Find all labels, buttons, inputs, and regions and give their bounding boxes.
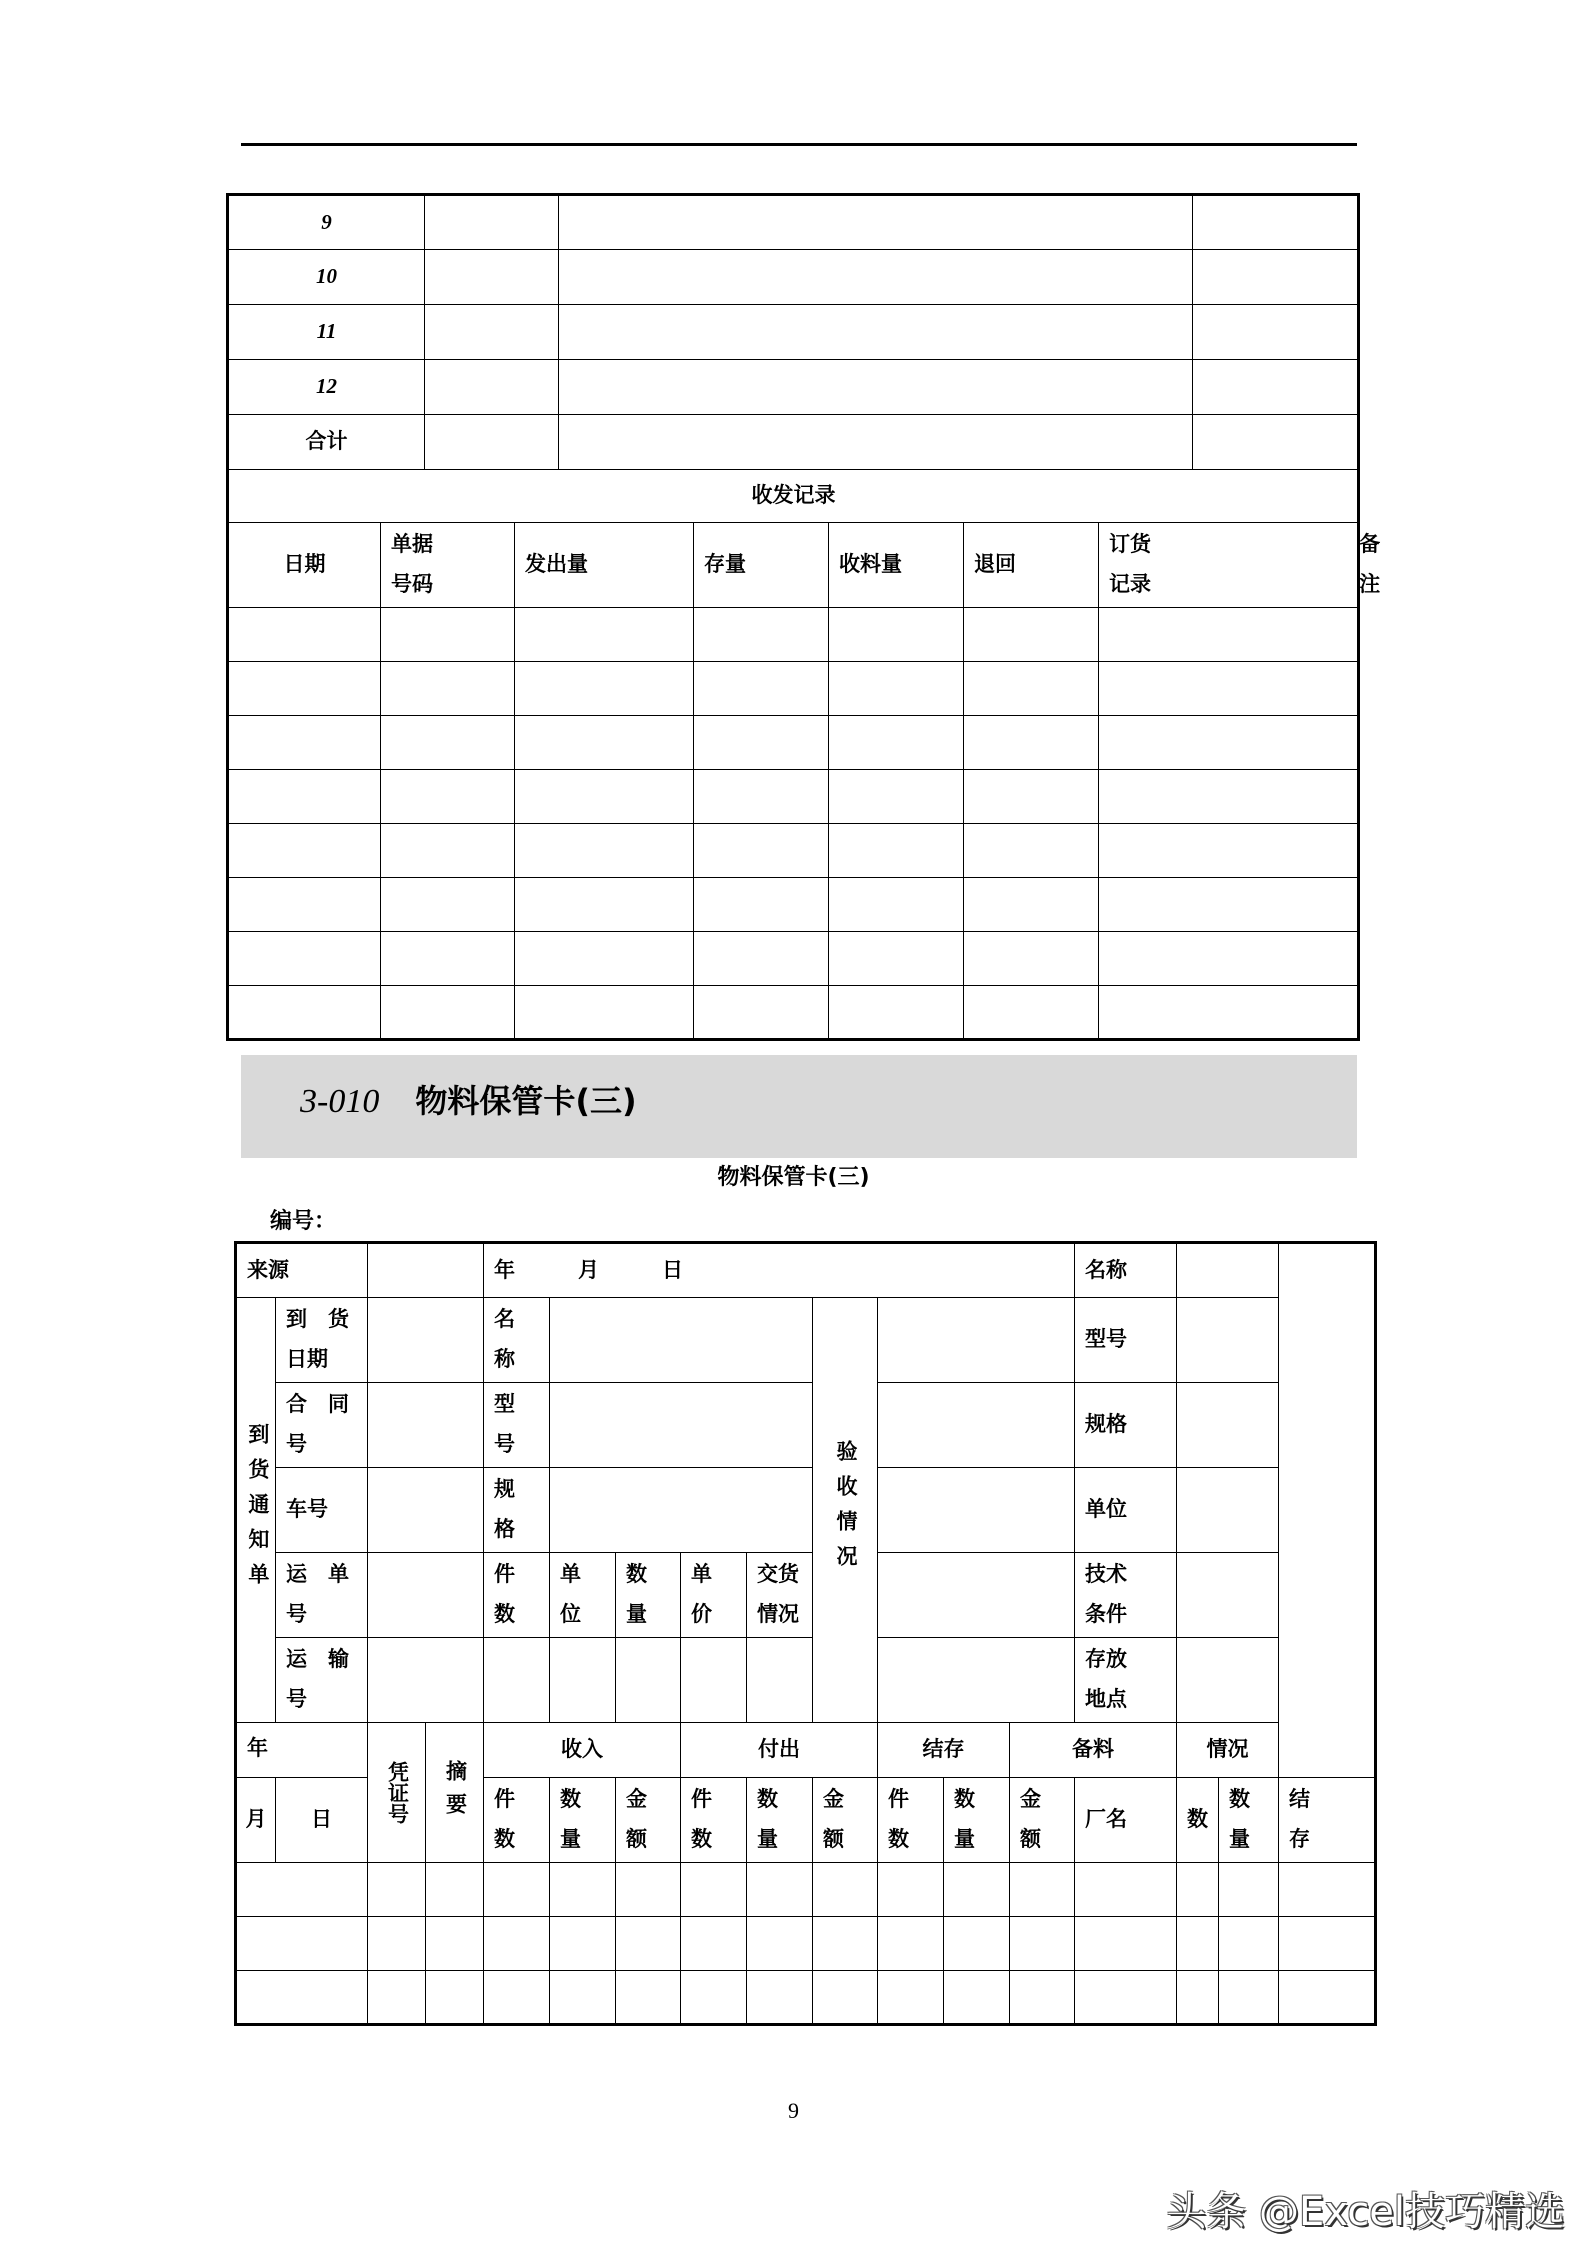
sub-col-delivery: 交货 情况 [747, 1553, 813, 1638]
record-cell[interactable] [515, 716, 694, 770]
group-prep: 备料 [1010, 1723, 1177, 1778]
group-balance: 结存 [878, 1723, 1010, 1778]
record-cell[interactable] [1099, 878, 1359, 932]
section-title-row [228, 470, 1359, 523]
balance-pieces: 件 数 [878, 1778, 944, 1863]
ledger-cell[interactable] [813, 1971, 878, 2025]
record-cell[interactable] [1099, 824, 1359, 878]
ledger-cell[interactable] [1279, 1917, 1376, 1971]
record-cell[interactable] [381, 932, 515, 986]
summary-cell[interactable] [1193, 250, 1359, 305]
total-cell[interactable] [1193, 415, 1359, 470]
record-cell[interactable] [1099, 986, 1359, 1040]
transport-no-input[interactable] [368, 1638, 484, 1723]
record-cell[interactable] [964, 716, 1099, 770]
pieces-input[interactable] [484, 1638, 550, 1723]
record-cell[interactable] [829, 608, 964, 662]
ledger-row [236, 1863, 1376, 1917]
ledger-cell[interactable] [1279, 1971, 1376, 2025]
sub-col-quantity: 数 量 [616, 1553, 681, 1638]
record-row [228, 986, 1359, 1040]
record-cell[interactable] [515, 608, 694, 662]
record-row [228, 662, 1359, 716]
ledger-cell[interactable] [813, 1917, 878, 1971]
ledger-cell[interactable] [944, 1971, 1010, 2025]
right-tech-label: 技术 条件 [1075, 1553, 1177, 1638]
ledger-cell[interactable] [426, 1863, 484, 1917]
month-cell: 12 [228, 360, 425, 415]
waybill-no-label: 运 单 号 [276, 1553, 368, 1638]
ledger-cell[interactable] [1219, 1971, 1279, 2025]
summary-cell[interactable] [559, 195, 1193, 250]
col-date: 日期 [228, 523, 381, 608]
record-cell[interactable] [829, 770, 964, 824]
col-order-record: 订货 记录 [1099, 523, 1359, 608]
record-cell[interactable] [694, 986, 829, 1040]
col-issued: 发出量 [515, 523, 694, 608]
ledger-cell[interactable] [813, 1863, 878, 1917]
item-model-input[interactable] [550, 1383, 813, 1468]
ledger-cell[interactable] [1177, 1971, 1219, 2025]
record-cell[interactable] [829, 662, 964, 716]
top-table [226, 193, 1381, 1041]
record-cell[interactable] [515, 770, 694, 824]
record-cell[interactable] [964, 608, 1099, 662]
sub-col-pieces: 件 数 [484, 1553, 550, 1638]
ledger-cell[interactable] [1219, 1863, 1279, 1917]
record-cell[interactable] [694, 770, 829, 824]
ledger-rows [236, 1863, 1376, 2025]
inspection-label: 验收情况 [813, 1298, 878, 1723]
vehicle-no-label: 车号 [276, 1468, 368, 1553]
unit-price-input[interactable] [681, 1638, 747, 1723]
item-spec-label: 规 格 [484, 1468, 550, 1553]
transport-no-label: 运 输 号 [276, 1638, 368, 1723]
record-cell[interactable] [694, 878, 829, 932]
contract-no-input[interactable] [368, 1383, 484, 1468]
income-amount: 金 额 [616, 1778, 681, 1863]
right-tech-input[interactable] [1177, 1553, 1279, 1638]
ledger-day: 日 [276, 1778, 368, 1863]
summary-cell[interactable] [1193, 195, 1359, 250]
right-unit-label: 单位 [1075, 1468, 1177, 1553]
item-name-input[interactable] [550, 1298, 813, 1383]
outgo-pieces: 件 数 [681, 1778, 747, 1863]
ledger-cell[interactable] [550, 1863, 616, 1917]
summary-cell[interactable] [425, 305, 559, 360]
record-cell[interactable] [964, 824, 1099, 878]
delivery-input[interactable] [747, 1638, 813, 1723]
ledger-cell[interactable] [1279, 1863, 1376, 1917]
month-cell: 9 [228, 195, 425, 250]
page-number: 9 [788, 2098, 799, 2123]
section-title-text: 物料保管卡(三) [415, 1082, 637, 1120]
record-cell[interactable] [381, 662, 515, 716]
col-doc-no: 单据 号码 [381, 523, 515, 608]
section-code: 3-010 [300, 1083, 380, 1120]
arrival-notice-label: 到货通知单 [236, 1298, 276, 1723]
waybill-no-input[interactable] [368, 1553, 484, 1638]
column-header-row: 日期 单据 号码 发出量 存量 收料量 退回 订货 记录 备注 [228, 523, 1359, 608]
inspection-input[interactable] [878, 1638, 1075, 1723]
ledger-cell[interactable] [484, 1863, 550, 1917]
item-spec-input[interactable] [550, 1468, 813, 1553]
col-stock: 存量 [694, 523, 829, 608]
ledger-cell[interactable] [878, 1863, 944, 1917]
inspection-input[interactable] [878, 1468, 1075, 1553]
summary-cell[interactable] [1193, 360, 1359, 415]
ledger-cell[interactable] [426, 1917, 484, 1971]
col-returned: 退回 [964, 523, 1099, 608]
prep-factory: 厂名 [1075, 1778, 1177, 1863]
right-location-input[interactable] [1177, 1638, 1279, 1723]
record-cell[interactable] [1099, 770, 1359, 824]
ledger-cell[interactable] [368, 1863, 426, 1917]
balance-qty: 数 量 [944, 1778, 1010, 1863]
arrival-date-input[interactable] [368, 1298, 484, 1383]
record-row [228, 878, 1359, 932]
ledger-cell[interactable] [944, 1917, 1010, 1971]
arrival-date-label: 到 货 日期 [276, 1298, 368, 1383]
sub-col-unit: 单 位 [550, 1553, 616, 1638]
right-location-label: 存放 地点 [1075, 1638, 1177, 1723]
ledger-month: 月 [236, 1778, 276, 1863]
record-cell[interactable] [381, 770, 515, 824]
inspection-input[interactable] [878, 1383, 1075, 1468]
ledger-cell[interactable] [1010, 1971, 1075, 2025]
record-cell[interactable] [1099, 932, 1359, 986]
record-cell[interactable] [515, 932, 694, 986]
record-cell[interactable] [829, 986, 964, 1040]
vehicle-no-input[interactable] [368, 1468, 484, 1553]
inspection-input[interactable] [878, 1298, 1075, 1383]
record-cell[interactable] [964, 932, 1099, 986]
outgo-qty: 数 量 [747, 1778, 813, 1863]
inspection-input[interactable] [878, 1553, 1075, 1638]
summary-cell[interactable] [425, 195, 559, 250]
outgo-amount: 金 额 [813, 1778, 878, 1863]
unit-input[interactable] [550, 1638, 616, 1723]
summary-row [228, 195, 1359, 250]
month-cell: 10 [228, 250, 425, 305]
quantity-input[interactable] [616, 1638, 681, 1723]
ledger-cell[interactable] [878, 1917, 944, 1971]
name-label: 名称 [1075, 1243, 1177, 1298]
income-pieces: 件 数 [484, 1778, 550, 1863]
ledger-cell[interactable] [1177, 1863, 1219, 1917]
watermark: 头条 @Excel技巧精选 [1166, 2189, 1565, 2235]
total-cell[interactable] [559, 415, 1193, 470]
ledger-year: 年 [236, 1723, 368, 1778]
ledger-summary: 摘要 [426, 1723, 484, 1863]
record-rows [228, 608, 1359, 1040]
ledger-cell[interactable] [747, 1971, 813, 2025]
record-cell[interactable] [694, 608, 829, 662]
ledger-cell[interactable] [236, 1917, 368, 1971]
record-cell[interactable] [1099, 662, 1359, 716]
date-label: 年 月 日 [484, 1243, 1075, 1298]
record-cell[interactable] [1099, 716, 1359, 770]
record-cell[interactable] [964, 878, 1099, 932]
ledger-voucher: 凭证号 [368, 1723, 426, 1863]
ledger-cell[interactable] [1177, 1917, 1219, 1971]
summary-row [228, 360, 1359, 415]
record-cell[interactable] [829, 824, 964, 878]
col-received: 收料量 [829, 523, 964, 608]
total-cell[interactable] [425, 415, 559, 470]
right-model-label: 型号 [1075, 1298, 1177, 1383]
record-cell[interactable] [381, 878, 515, 932]
ledger-cell[interactable] [747, 1917, 813, 1971]
prep-count: 数 [1177, 1778, 1219, 1863]
record-cell[interactable] [228, 824, 381, 878]
ledger-cell[interactable] [550, 1971, 616, 2025]
sub-col-unit-price: 单 价 [681, 1553, 747, 1638]
record-row [228, 824, 1359, 878]
right-spec-input[interactable] [1177, 1383, 1279, 1468]
total-row [228, 415, 1359, 470]
section-heading [300, 1076, 637, 1122]
summary-cell[interactable] [425, 360, 559, 415]
material-card-form [234, 1241, 1377, 2026]
record-cell[interactable] [1099, 608, 1359, 662]
record-cell[interactable] [829, 932, 964, 986]
ledger-cell[interactable] [1219, 1917, 1279, 1971]
summary-cell[interactable] [559, 360, 1193, 415]
record-cell[interactable] [829, 878, 964, 932]
group-status: 情况 [1177, 1723, 1279, 1778]
total-label: 合计 [228, 415, 425, 470]
record-cell[interactable] [964, 986, 1099, 1040]
form-subtitle: 物料保管卡(三) [717, 1165, 870, 1190]
contract-no-label: 合 同 号 [276, 1383, 368, 1468]
ledger-cell[interactable] [616, 1971, 681, 2025]
name-input[interactable] [1177, 1243, 1279, 1298]
record-cell[interactable] [228, 878, 381, 932]
ledger-cell[interactable] [681, 1971, 747, 2025]
record-cell[interactable] [228, 716, 381, 770]
record-cell[interactable] [694, 824, 829, 878]
income-qty: 数 量 [550, 1778, 616, 1863]
right-model-input[interactable] [1177, 1298, 1279, 1383]
ledger-cell[interactable] [616, 1917, 681, 1971]
ledger-cell[interactable] [236, 1863, 368, 1917]
record-cell[interactable] [515, 824, 694, 878]
record-cell[interactable] [228, 770, 381, 824]
ledger-cell[interactable] [1075, 1863, 1177, 1917]
record-cell[interactable] [964, 662, 1099, 716]
ledger-cell[interactable] [681, 1863, 747, 1917]
summary-cell[interactable] [559, 305, 1193, 360]
record-cell[interactable] [694, 716, 829, 770]
ledger-cell[interactable] [484, 1971, 550, 2025]
ledger-cell[interactable] [1075, 1971, 1177, 2025]
record-row [228, 608, 1359, 662]
summary-cell[interactable] [425, 250, 559, 305]
record-row [228, 716, 1359, 770]
ledger-row [236, 1917, 1376, 1971]
record-cell[interactable] [515, 662, 694, 716]
item-model-label: 型 号 [484, 1383, 550, 1468]
right-unit-input[interactable] [1177, 1468, 1279, 1553]
summary-cell[interactable] [1193, 305, 1359, 360]
record-cell[interactable] [515, 878, 694, 932]
record-cell[interactable] [381, 716, 515, 770]
ledger-cell[interactable] [368, 1917, 426, 1971]
ledger-cell[interactable] [426, 1971, 484, 2025]
ledger-cell[interactable] [1075, 1917, 1177, 1971]
record-cell[interactable] [228, 608, 381, 662]
record-cell[interactable] [228, 932, 381, 986]
ledger-cell[interactable] [747, 1863, 813, 1917]
record-cell[interactable] [228, 986, 381, 1040]
status-qty: 数 量 [1219, 1778, 1279, 1863]
ledger-cell[interactable] [944, 1863, 1010, 1917]
group-income: 收入 [484, 1723, 681, 1778]
item-name-label: 名 称 [484, 1298, 550, 1383]
record-row [228, 932, 1359, 986]
serial-label: 编号： [270, 1209, 337, 1234]
record-cell[interactable] [228, 662, 381, 716]
summary-cell[interactable] [559, 250, 1193, 305]
ledger-cell[interactable] [236, 1971, 368, 2025]
ledger-cell[interactable] [1010, 1917, 1075, 1971]
ledger-cell[interactable] [1010, 1863, 1075, 1917]
summary-row [228, 250, 1359, 305]
balance-amount: 金 额 [1010, 1778, 1075, 1863]
summary-row [228, 305, 1359, 360]
ledger-cell[interactable] [878, 1971, 944, 2025]
ledger-cell[interactable] [368, 1971, 426, 2025]
record-cell[interactable] [381, 608, 515, 662]
ledger-row [236, 1971, 1376, 2025]
ledger-cell[interactable] [681, 1917, 747, 1971]
source-input[interactable] [368, 1243, 484, 1298]
right-spec-label: 规格 [1075, 1383, 1177, 1468]
group-outgo: 付出 [681, 1723, 878, 1778]
record-cell[interactable] [829, 716, 964, 770]
record-cell[interactable] [694, 932, 829, 986]
record-cell[interactable] [694, 662, 829, 716]
record-cell[interactable] [964, 770, 1099, 824]
ledger-cell[interactable] [550, 1917, 616, 1971]
record-cell[interactable] [381, 824, 515, 878]
record-row [228, 770, 1359, 824]
ledger-cell[interactable] [484, 1917, 550, 1971]
month-cell: 11 [228, 305, 425, 360]
source-label: 来源 [236, 1243, 368, 1298]
section-title: 收发记录 [228, 470, 1359, 523]
record-cell[interactable] [515, 986, 694, 1040]
header-rule [241, 143, 1357, 146]
status-balance: 结 存 [1279, 1778, 1376, 1863]
ledger-cell[interactable] [616, 1863, 681, 1917]
record-cell[interactable] [381, 986, 515, 1040]
